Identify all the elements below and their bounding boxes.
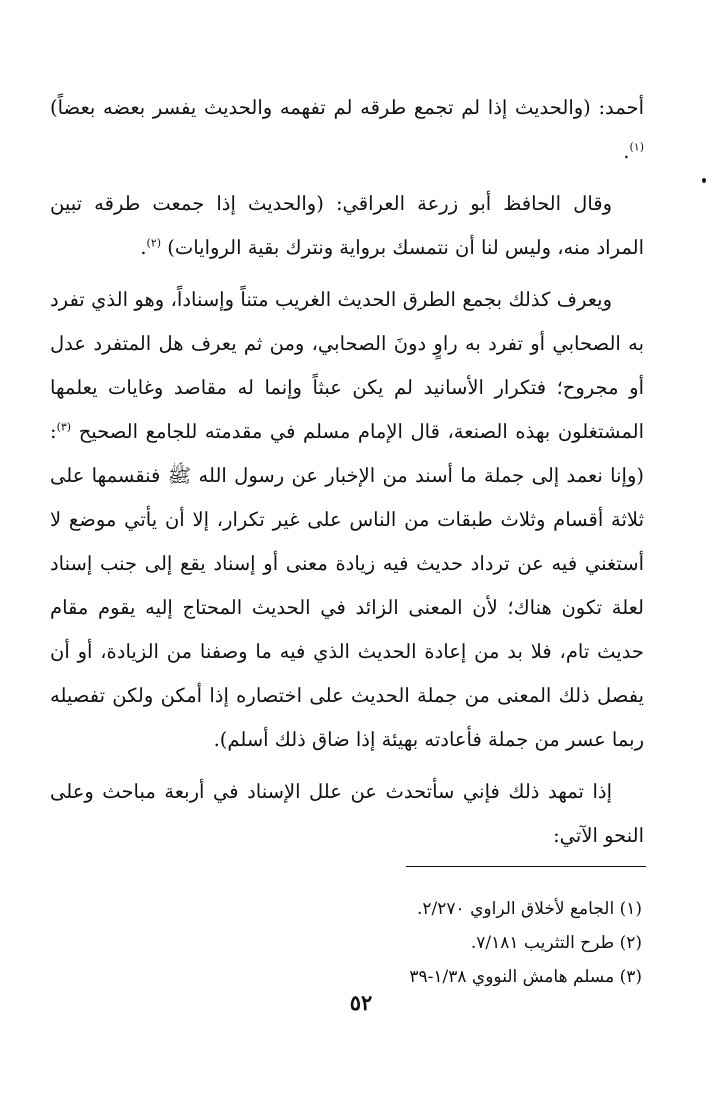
paragraph-1-text: أحمد: (والحديث إذا لم تجمع طرقه لم تفهمه والحديث يفسر بعضه بعضاً) bbox=[50, 96, 644, 119]
paragraph-1-after: . bbox=[623, 140, 630, 163]
paragraph-2-after: . bbox=[140, 236, 147, 259]
footnote-ref-3: (٣) bbox=[56, 420, 72, 434]
paragraph-3-text: ويعرف كذلك بجمع الطرق الحديث الغريب متناً وإسناداً، وهو الذي تفرد به الصحابي أو تفرد به راوٍ دونَ الصحابي، ومن ثم يعرف هل المتفرد عدل أو مجروح؛ فتكرار الأسانيد لم يكن عبثاً وإنما له مقاصد وغايات يعلمها المشتغلون بهذه الصنعة، قال الإمام مسلم في مقدمته للجامع الصحيح bbox=[50, 288, 644, 443]
paragraph-2-text: وقال الحافظ أبو زرعة العراقي: (والحديث إذا جمعت طرقه تبين المراد منه، وليس لنا أن نتمسك برواية ونترك بقية الروايات) bbox=[50, 192, 644, 259]
footnote-ref-2: (٢) bbox=[146, 236, 162, 250]
footnote-2: (٢) طرح التثريب ٧/١٨١. bbox=[470, 933, 642, 953]
page-number: ٥٢ bbox=[349, 990, 373, 1015]
footnote-1: (١) الجامع لأخلاق الراوي ٢/٢٧٠. bbox=[417, 899, 642, 919]
footnotes bbox=[200, 892, 642, 994]
paragraph-4 bbox=[50, 770, 644, 858]
scan-edge-mark bbox=[702, 178, 706, 183]
paragraph-3-after: : (وإنا نعمد إلى جملة ما أسند من الإخبار عن رسول الله ﷺ فنقسمها على ثلاثة أقسام وثلاث طبقات من الناس على غير تكرار، إلا أن يأتي موضع لا أستغني فيه عن ترداد حديث فيه زيادة معنى أو إسناد يقع إلى جنب إسناد لعلة تكون هناك؛ لأن المعنى الزائد في الحديث المحتاج إليه يقوم مقام حديث تام، فلا بد من إعادة الحديث الذي فيه ما وصفنا من الزيادة، أو أن يفصل ذلك المعنى من جملة الحديث على اختصاره إذا أمكن ولكن تفصيله ربما عسر من جملة فأعادته بهيئة إذا ضاق ذلك أسلم). bbox=[50, 420, 644, 751]
footnote-3: (٣) مسلم هامش النووي ١/٣٨-٣٩ bbox=[409, 967, 642, 987]
body-text bbox=[50, 86, 644, 866]
paragraph-2 bbox=[50, 182, 644, 270]
footnote-separator bbox=[406, 866, 646, 867]
paragraph-1 bbox=[50, 86, 644, 174]
footnote-ref-1: (١) bbox=[629, 140, 644, 154]
paragraph-3 bbox=[50, 278, 644, 762]
paragraph-4-text: إذا تمهد ذلك فإني سأتحدث عن علل الإسناد في أربعة مباحث وعلى النحو الآتي: bbox=[50, 780, 644, 847]
